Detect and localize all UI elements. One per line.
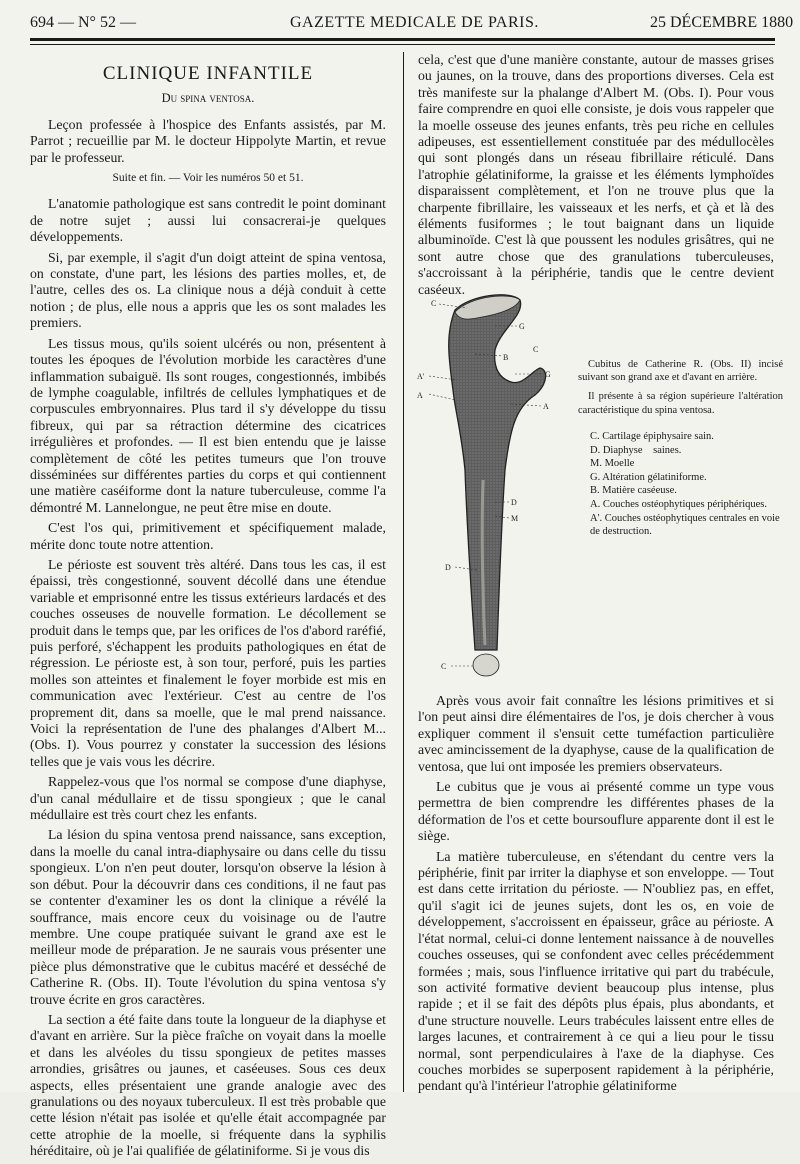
legend-item: C. Cartilage épiphysaire sain. — [590, 431, 714, 442]
right-column-bottom — [418, 693, 774, 1099]
paragraph: L'anatomie pathologique est sans contredit le point dominant de notre sujet ; aussi lui consacrerai-je quelques développements. — [30, 196, 386, 245]
figure-label: A — [543, 402, 549, 411]
legend-brace-label: saines. — [653, 444, 682, 456]
legend-item: A'. Couches ostéophytiques centrales en voie de destruction. — [590, 512, 780, 538]
journal-title: GAZETTE MEDICALE DE PARIS. — [290, 14, 539, 31]
figure-label: C — [431, 299, 437, 308]
continuation-note: Suite et fin. — Voir les numéros 50 et 51. — [112, 172, 304, 185]
figure-label: G — [519, 322, 525, 331]
legend-item: A. Couches ostéophytiques périphériques. — [590, 498, 768, 510]
paragraph: Le cubitus que je vous ai présenté comme un type vous permettra de bien comprendre les différentes phases de la déformation de l'os et cette boursouflure apparente dont il est le siège. — [418, 779, 774, 844]
paragraph: La section a été faite dans toute la longueur de la diaphyse et d'avant en arrière. Sur la pièce fraîche on voyait dans la moelle et dans les alvéoles du tissu spongieux de petites masses arrondies, grisâtres ou jaunes, et caséeuses. Sous ces deux aspects, elles présentaient une grande analogie avec des granulations ou des noyaux tuberculeux. Il est très probable que cette lésion n'était pas isolée et qu'elle était accompagnée par cette atrophie de la moelle, si fréquente dans la syphilis héréditaire, où je l'ai qualifiée de gélatiniforme. Si je vous dis — [30, 1011, 386, 1159]
column-divider — [403, 52, 404, 1092]
paragraph: C'est l'os qui, primitivement et spécifiquement malade, mérite donc toute notre attention. — [30, 520, 386, 552]
legend-item: G. Altération gélatiniforme. — [590, 471, 707, 483]
paragraph: Si, par exemple, il s'agit d'un doigt atteint de spina ventosa, on constate, d'une part, les lésions des parties molles, et, de l'autre, celles des os. La clinique nous a déjà conduit à cette notion ; de plus, elle nous a appris que les os sont malades les premiers. — [30, 249, 386, 331]
paragraph: Après vous avoir fait connaître les lésions primitives et si l'on peut ainsi dire élémentaires de l'os, je dois chercher à vous expliquer comment il s'ensuit cette tuméfaction particulière avec amincissement de la dyaphyse, cause de la qualification de ventosa, que lui ont imposée les premiers observateurs. — [418, 693, 774, 774]
figure-label: C — [441, 662, 447, 671]
figure-label: D — [445, 563, 451, 572]
caption-line: Cubitus de Catherine R. (Obs. II) incisé suivant son grand axe et d'avant en arrière. — [578, 359, 783, 384]
figure-label: A — [417, 391, 423, 400]
figure-caption — [578, 358, 783, 423]
figure-label: M — [511, 514, 519, 523]
paragraph: La lésion du spina ventosa prend naissance, sans exception, dans la moelle du canal intra-diaphysaire ou dans celle du tissu spongieux. L'on n'en peut douter, lorsqu'on observe la lésion à son début. Pour la découvrir dans ces conditions, il ne faut pas se contenter d'examiner les os dont la clinique a révélé la souffrance, mais encore ceux du voisinage ou de l'autre membre. Une coupe pratiquée suivant le grand axe est le meilleur mode de préparation. Je ne saurais vous présenter une pièce plus démonstrative que le cubitus macéré et desséché de Catherine R. (Obs. II). Toute l'évolution du spina ventosa s'y trouve écrite en gros caractères. — [30, 827, 386, 1007]
caption-line: Il présente à sa région supérieure l'altération caractéristique du spina ventosa. — [578, 391, 783, 416]
legend-diaphyse: D. Diaphyse — [590, 444, 643, 456]
figure-label: A' — [417, 372, 425, 381]
paragraph: Rappelez-vous que l'os normal se compose d'une diaphyse, d'un canal médullaire et de tissu spongieux ; que le canal médullaire est très court chez les enfants. — [30, 774, 386, 823]
figure-label: B — [503, 353, 509, 362]
paragraph: Les tissus mous, qu'ils soient ulcérés ou non, présentent à toutes les époques de l'évolution morbide les caractères d'une inflammation subaiguë. Ils sont rouges, congestionnés, imbibés de lymphe coagulable, infiltrés de cellules lymphatiques et de corpuscules embryonnaires. Plus tard il s'y développe du tissu fibreux, qui par sa rétraction détermine des cicatrices irrégulières et profondes. — Il est bien entendu que je laisse complètement de côté les petites tumeurs que l'on trouve disséminées sur différentes parties du corps et qui contiennent une matière caséiforme dont la nature tuberculeuse, comme l'a démontré M. Lannelongue, ne peut être mise en doute. — [30, 335, 386, 515]
page-header — [0, 14, 800, 36]
paragraph: cela, c'est que d'une manière constante, autour de masses grises ou jaunes, on la trouve, dans des proportions diverses. Cela est très manifeste sur la phalange d'Albert M. (Obs. I). Pour vous faire comprendre en quoi elle consiste, je dois vous rappeler que la moelle osseuse des jeunes enfants, très peu riche en cellules adipeuses, est essentiellement constituée par des médullocèles qui sont plongés dans un réseau fibrillaire réticulé. Dans l'atrophie gélatiniforme, la graisse et les éléments lymphoïdes disparaissent complètement, et l'on ne trouve plus que la charpente fibrillaire, les vaisseaux et les nerfs, et çà et là des éléments fusiformes ; le tout baignant dans un liquide albuminoïde. C'est là que poussent les nodules grisâtres, qui ne sont autre chose que des granulations tuberculeuses, s'accroissant à la périphérie, tandis que le centre devient caséeux. — [418, 52, 774, 297]
figure-label: C — [533, 345, 539, 354]
issue-date: 25 DÉCEMBRE 1880 — [650, 14, 794, 31]
left-column — [30, 60, 386, 1164]
cartilage-bottom — [473, 654, 499, 676]
legend-item — [590, 444, 785, 458]
lecon-line: Leçon professée à l'hospice des Enfants assistés, par M. Parrot ; recueillie par M. le docteur Hippolyte Martin, et revue par le professeur. — [30, 116, 386, 165]
legend-item: M. Moelle — [590, 458, 635, 470]
right-column-top — [418, 52, 774, 302]
figure-legend — [590, 430, 785, 539]
article-subtitle: Du spina ventosa. — [161, 91, 255, 106]
section-title: CLINIQUE INFANTILE — [102, 63, 314, 84]
cubitus-figure — [415, 290, 585, 685]
header-rule-thin — [30, 44, 775, 45]
paragraph: La matière tuberculeuse, en s'étendant du centre vers la périphérie, finit par irriter la diaphyse et son enveloppe. — Tout est dans cette irritation du périoste. — N'oubliez pas, en effet, qu'il s'agit ici de jeunes sujets, dont les os, en voie de développement, s'accroissent en épaisseur, grâce au périoste. A l'état normal, celui-ci donne lentement naissance à de nouvelles couches osseuses, qui se confondent avec celles précédemment formées ; mais, sous l'influence irritative qui part du trabécule, son activité formative devient beaucoup plus intense, plus rapide ; et il se fait des dépôts plus épais, plus abondants, et d'une structure nouvelle. Leurs trabécules laissent entre elles de larges lacunes, et contrairement à ce qui a lieu pour le tissu normal, sont perpendiculaires à l'axe de la diaphyse. Ces couches morbides se superposent rapidement à la périphérie, pendant qu'à l'intérieur l'atrophie gélatiniforme — [418, 848, 774, 1094]
header-rule-thick — [30, 38, 775, 41]
paragraph: Le périoste est souvent très altéré. Dans tous les cas, il est épaissi, très congestionné, souvent décollé dans une étendue variable et emprisonné entre les tissus extérieurs lardacés et des couches osseuses de nouvelle formation. Le décollement se produit dans le temps que, par les orifices de l'os d'abord raréfié, puis perforé, s'échappent les produits pathologiques en état de régression. Le périoste est, à son tour, perforé, puis les parties molles son atteintes et finalement le foyer morbide est mis en communication avec l'extérieur. C'est au centre de l'os proprement dit, dans sa moelle, que le mal prend naissance. Voici la représentation de l'une des phalanges d'Albert M... (Obs. I). Vous pourrez y constater la succession des lésions telles que je vais vous les décrire. — [30, 556, 386, 769]
page-number: 694 — N° 52 — — [30, 14, 136, 31]
legend-item: B. Matière caséeuse. — [590, 485, 677, 497]
figure-label: G — [545, 370, 551, 379]
figure-label: D — [511, 498, 517, 507]
bone-shaft — [449, 295, 546, 650]
